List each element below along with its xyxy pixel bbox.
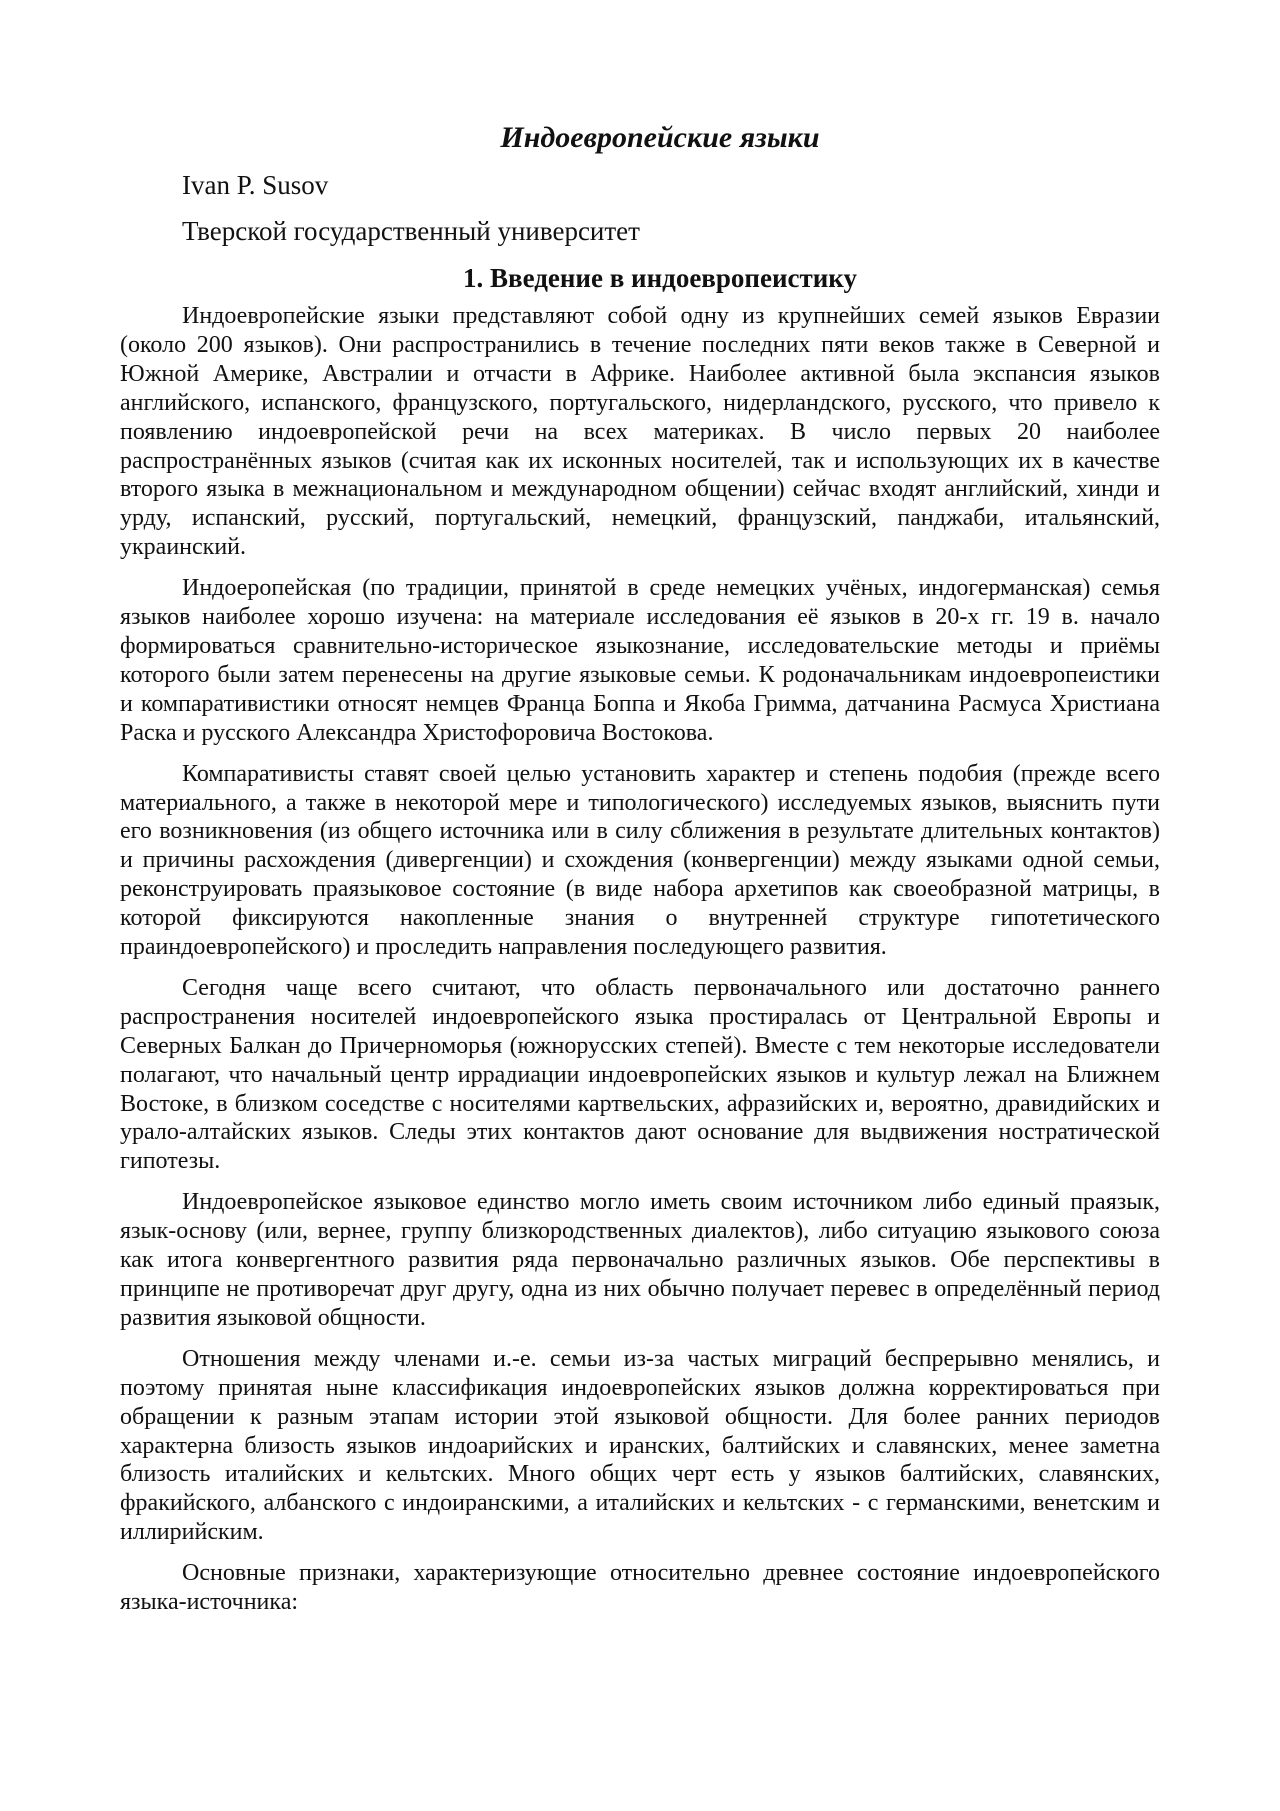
author-name: Ivan P. Susov [182,170,329,200]
paragraph: Основные признаки, характеризующие относительно древнее состояние индоевропейского языка-источника: [120,1560,1160,1616]
paragraph: Индоеропейская (по традиции, принятой в среде немецких учёных, индогерманская) семья языков наиболее хорошо изучена: на материале исследования её языков в 20-х гг. 19 в. начало формироваться сравнительно-историческое языкознание, исследовательские методы и приёмы которого были затем перенесены на другие языковые семьи. К родоначальникам индоевропеистики и компаративистики относят немцев Франца Боппа и Якоба Гримма, датчанина Расмуса Христиана Раска и русского Александра Христофоровича Востокова. [120,575,1160,746]
document-page [120,118,1160,1629]
document-title: Индоевропейские языки [500,121,820,154]
affiliation: Тверской государственный университет [182,216,640,246]
paragraph: Отношения между членами и.-е. семьи из-за частых миграций беспрерывно менялись, и поэтому принятая ныне классификация индоевропейских языков должна корректироваться при обращении к разным этапам истории этой языковой общности. Для более ранних периодов характерна близость языков индоарийских и иранских, балтийских и славянских, менее заметна близость италийских и кельтских. Много общих черт есть у языков балтийских, славянских, фракийского, албанского с индоиранскими, а италийских и кельтских - с германскими, венетским и иллирийским. [120,1345,1160,1546]
paragraph: Индоевропейское языковое единство могло иметь своим источником либо единый праязык, язык-основу (или, вернее, группу близкородственных диалектов), либо ситуацию языкового союза как итога конвергентного развития ряда первоначально различных языков. Обе перспективы в принципе не противоречат друг другу, одна из них обычно получает перевес в определённый период развития языковой общности. [120,1189,1160,1331]
paragraph: Сегодня чаще всего считают, что область первоначального или достаточно раннего распространения носителей индоевропейского языка простиралась от Центральной Европы и Северных Балкан до Причерноморья (южнорусских степей). Вместе с тем некоторые исследователи полагают, что начальный центр иррадиации индоевропейских языков и культур лежал на Ближнем Востоке, в близком соседстве с носителями картвельских, афразийских и, вероятно, дравидийских и урало-алтайских языков. Следы этих контактов дают основание для выдвижения ностратической гипотезы. [120,974,1160,1175]
section-heading: 1. Введение в индоевропеистику [463,263,857,293]
paragraph: Индоевропейские языки представляют собой одну из крупнейших семей языков Евразии (около 200 языков). Они распространились в течение последних пяти веков также в Северной и Южной Америке, Австралии и отчасти в Африке. Наиболее активной была экспансия языков английского, испанского, французского, португальского, нидерландского, русского, что привело к появлению индоевропейской речи на всех материках. В число первых 20 наиболее распространённых языков (считая как их исконных носителей, так и использующих их в качестве второго языка в межнациональном и международном общении) сейчас входят английский, хинди и урду, испанский, русский, португальский, немецкий, французский, панджаби, итальянский, украинский. [120,303,1160,561]
paragraph: Компаративисты ставят своей целью установить характер и степень подобия (прежде всего материального, а также в некоторой мере и типологического) исследуемых языков, выяснить пути его возникновения (из общего источника или в силу сближения в результате длительных контактов) и причины расхождения (дивергенции) и схождения (конвергенции) между языками одной семьи, реконструировать праязыковое состояние (в виде набора архетипов как своеобразной матрицы, в которой фиксируются накопленные знания о внутренней структуре гипотетического праиндоевропейского) и проследить направления последующего развития. [120,760,1160,961]
